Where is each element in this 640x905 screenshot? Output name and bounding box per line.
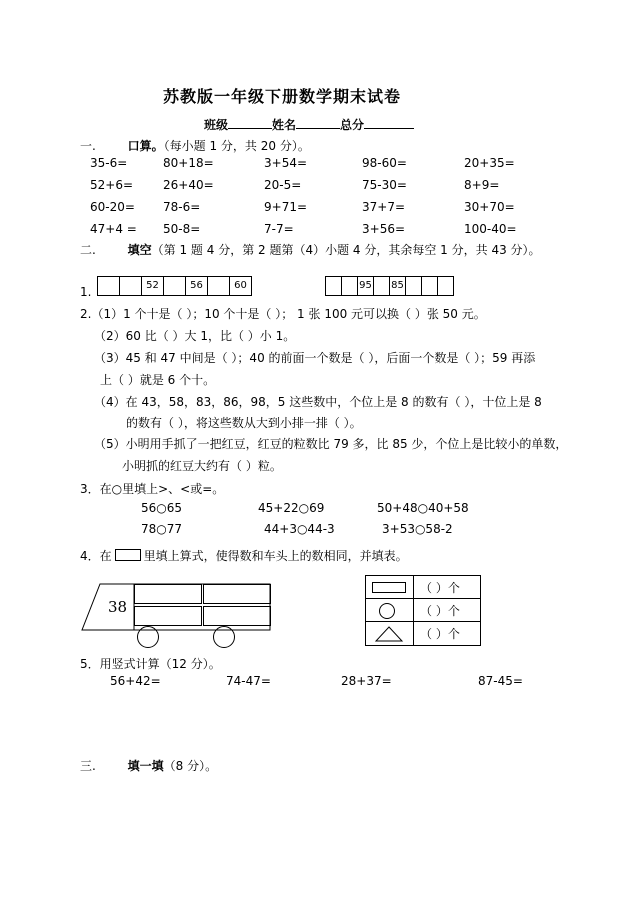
sequence-cell[interactable]: 85 [390,277,406,295]
section-2-heading [80,241,541,258]
sequence-cell[interactable] [438,277,453,295]
compare-item: 78○77 [141,522,183,536]
sequence-cell[interactable] [342,277,358,295]
equation-box[interactable] [134,606,202,626]
class-blank[interactable] [228,116,272,129]
mental-math-item: 9+71= [264,200,308,214]
mental-math-item: 7-7= [264,222,294,236]
q1-number: 1. [80,285,92,299]
mental-math-item: 100-40= [464,222,517,236]
rectangle-icon [372,582,406,593]
mental-math-item: 50-8= [163,222,201,236]
sequence-cell[interactable]: 95 [358,277,374,295]
q2-line-7: （5）小明用手抓了一把红豆，红豆的粒数比 79 多，比 85 少，个位上是比较小的单数， [94,437,568,451]
sequence-cell[interactable] [374,277,390,295]
section-note: （每小题 1 分，共 20 分）。 [163,139,310,153]
mental-math-item: 3+54= [264,156,308,170]
q2-line-8: 小明抓的红豆大约有（ ）粒。 [122,459,282,473]
vertical-calc-item: 74-47= [226,674,271,688]
vertical-calc-item: 56+42= [110,674,161,688]
sequence-cell[interactable] [98,277,120,295]
equation-box[interactable] [203,584,271,604]
shape-count-table [365,575,481,646]
name-label: 姓名 [272,118,297,132]
sequence-cell[interactable]: 60 [234,280,247,291]
mental-math-item: 75-30= [362,178,407,192]
section-title: 填空 [127,243,152,257]
mental-math-item: 37+7= [362,200,406,214]
q5-heading: 5．用竖式计算（12 分）。 [80,657,221,671]
q2-line-4: 上（ ）就是 6 个十。 [100,373,216,387]
shape-count-cell[interactable]: （ ）个 [420,581,460,595]
mental-math-item: 8+9= [464,178,500,192]
shape-count-cell[interactable]: （ ）个 [420,604,460,618]
page-title: 苏教版一年级下册数学期末试卷 [163,87,402,106]
mental-math-item: 30+70= [464,200,515,214]
section-number: 三. [80,759,96,773]
compare-item: 45+22○69 [258,501,325,515]
q2-line-3: （3）45 和 47 中间是（ ）；40 的前面一个数是（ ），后面一个数是（ ）；59 再添 [94,351,536,365]
number-sequence-a [97,276,252,296]
shape-count-cell[interactable]: （ ）个 [420,627,460,641]
mental-math-item: 26+40= [163,178,214,192]
section-note: （第 1 题 4 分，第 2 题第（4）小题 4 分，其余每空 1 分，共 43 分）。 [151,243,541,257]
q2-line-5: （4）在 43，58，83，86，98，5 这些数中，个位上是 8 的数有（ ），十位上是 8 [94,395,542,409]
compare-item: 56○65 [141,501,183,515]
mental-math-item: 47+4 = [90,222,137,236]
class-label: 班级 [204,118,229,132]
section-note: （8 分）。 [163,759,218,773]
sequence-cell[interactable]: 56 [186,277,208,295]
name-blank[interactable] [296,116,340,129]
section-3-heading [80,757,217,774]
bus-wheel [137,626,159,648]
sequence-cell[interactable] [208,277,230,295]
sequence-cell[interactable] [326,277,342,295]
mental-math-item: 98-60= [362,156,407,170]
student-info-line [204,116,414,133]
compare-item: 44+3○44-3 [264,522,335,536]
number-sequence-b [325,276,454,296]
section-title: 填一填 [127,759,164,773]
q2-line-1: 2.（1）1 个十是（ ）；10 个十是（ ）； 1 张 100 元可以换（ ）张 50 元。 [80,307,486,321]
bus-number: 38 [108,598,128,616]
mental-math-item: 20+35= [464,156,515,170]
mental-math-item: 60-20= [90,200,135,214]
vertical-calc-item: 87-45= [478,674,523,688]
q4-heading-start: 4．在 [80,549,112,563]
q3-heading: 3．在○里填上>、<或=。 [80,482,225,496]
q4-heading [80,547,408,564]
section-number: 二. [80,243,96,257]
triangle-icon [374,625,404,643]
sequence-cell[interactable] [406,277,422,295]
q2-line-2: （2）60 比（ ）大 1，比（ ）小 1。 [94,329,296,343]
equation-box[interactable] [134,584,202,604]
section-number: 一. [80,139,96,153]
score-label: 总分 [340,118,365,132]
q2-line-6: 的数有（ ），将这些数从大到小排一排（ ）。 [126,416,362,430]
mental-math-item: 78-6= [163,200,201,214]
compare-item: 50+48○40+58 [377,501,469,515]
sequence-cell[interactable] [120,277,142,295]
score-blank[interactable] [364,116,414,129]
sequence-cell[interactable] [164,277,186,295]
mental-math-item: 35-6= [90,156,128,170]
mental-math-item: 20-5= [264,178,302,192]
q4-heading-end: 里填上算式，使得数和车头上的数相同，并填表。 [143,549,408,563]
equation-box[interactable] [203,606,271,626]
sequence-cell[interactable]: 52 [142,277,164,295]
compare-item: 3+53○58-2 [382,522,453,536]
section-title: 口算。 [127,139,164,153]
section-1-heading [80,137,310,154]
mental-math-item: 52+6= [90,178,134,192]
bus-wheel [213,626,235,648]
mental-math-item: 80+18= [163,156,214,170]
mental-math-item: 3+56= [362,222,406,236]
circle-icon [379,603,395,619]
rectangle-icon [115,549,141,561]
vertical-calc-item: 28+37= [341,674,392,688]
sequence-cell[interactable] [422,277,438,295]
